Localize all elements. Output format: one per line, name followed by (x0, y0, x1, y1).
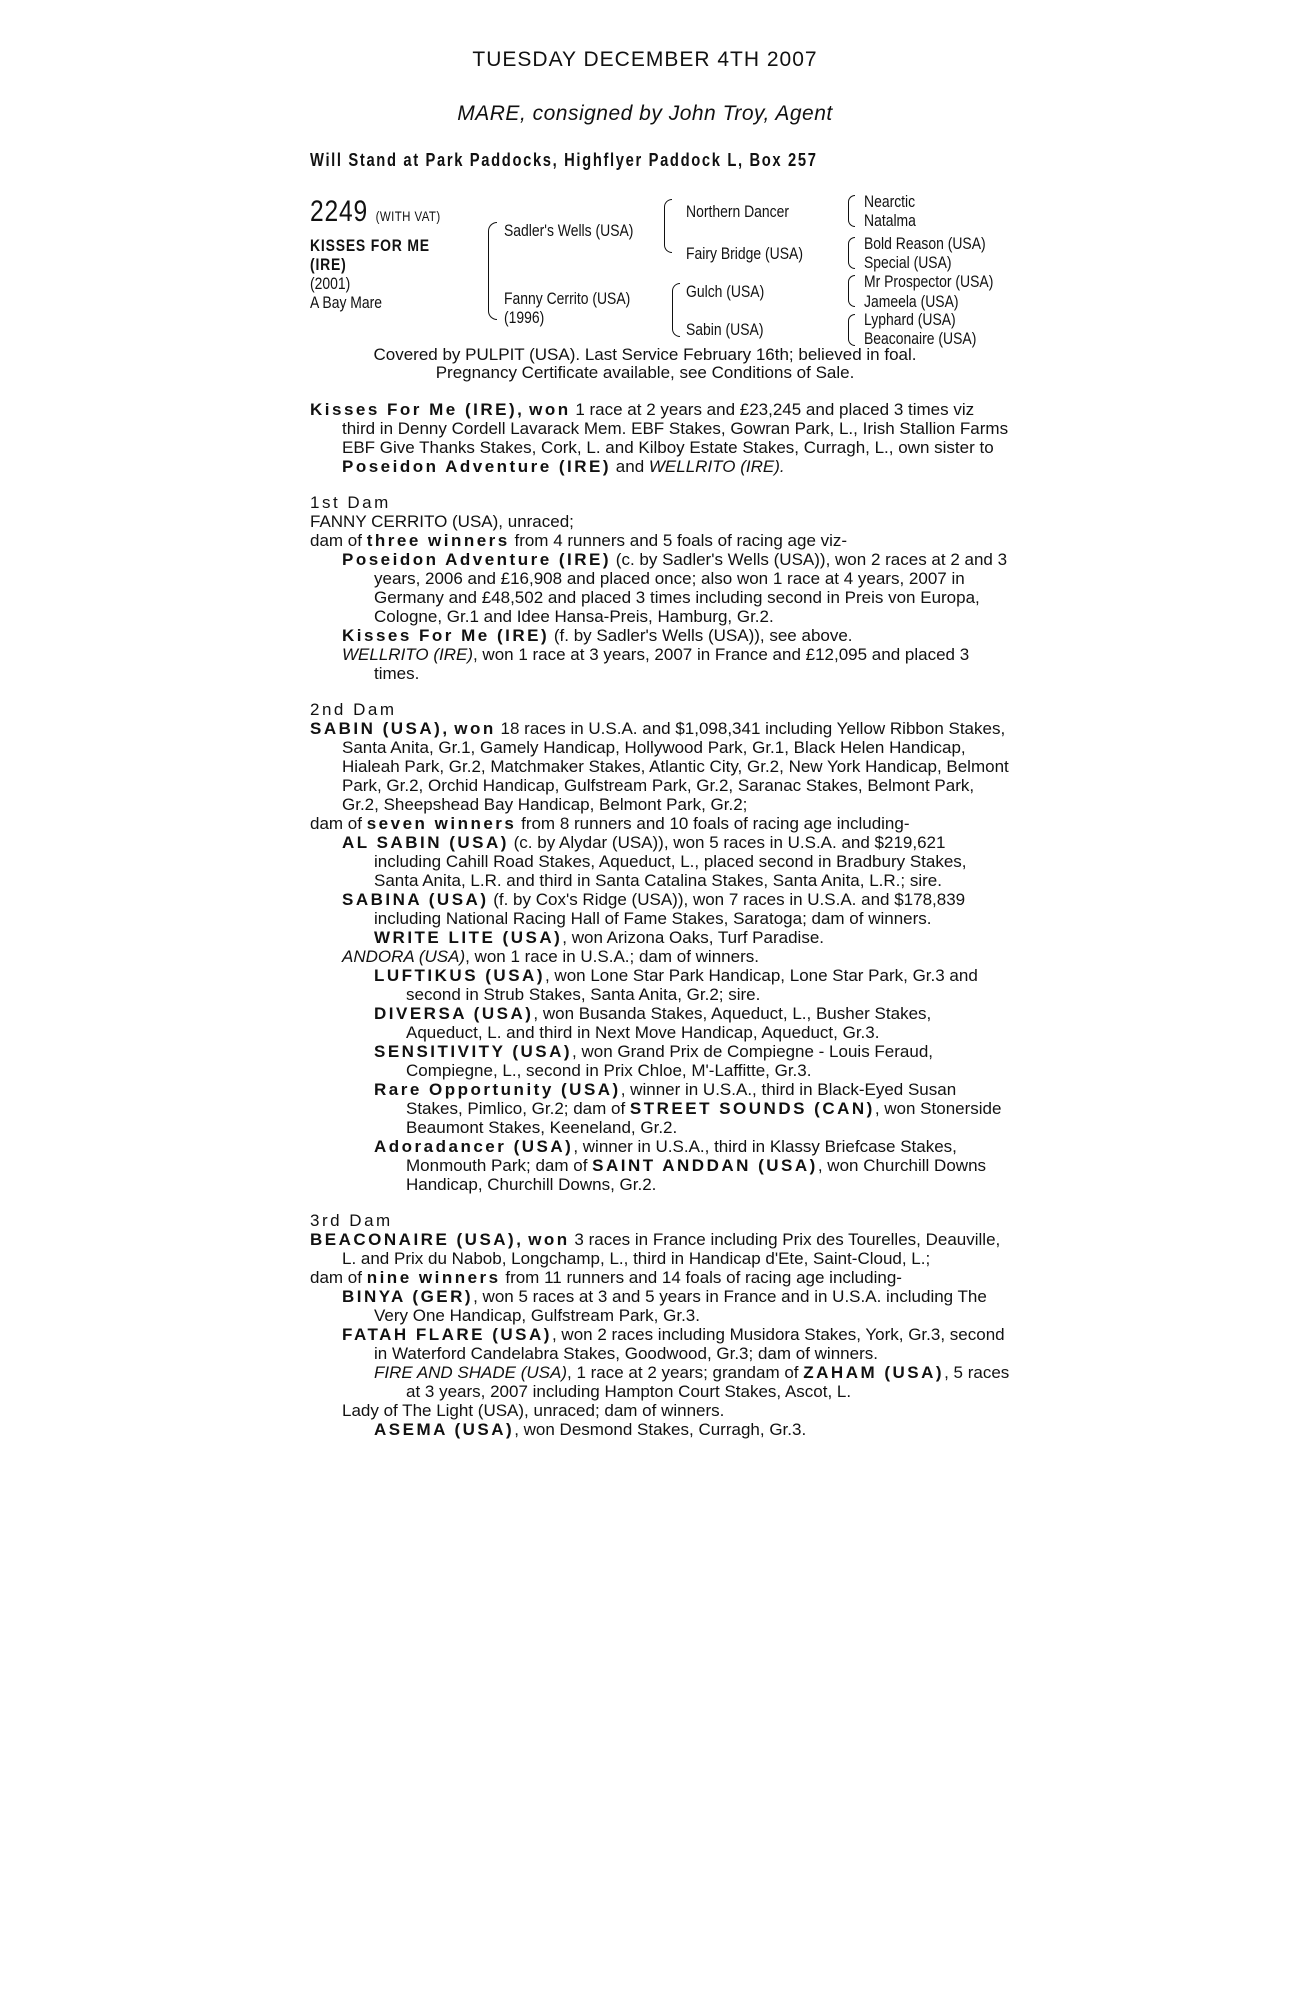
intro-paragraph (310, 400, 1010, 476)
third-dam-name: BEACONAIRE (USA), (310, 1230, 524, 1249)
second-dam-damof (310, 814, 1010, 833)
entry-name: SABINA (USA) (342, 890, 489, 909)
entry-text: , 1 race at 2 years; grandam of (567, 1363, 804, 1382)
entry-text: (f. by Sadler's Wells (USA)), see above. (549, 626, 853, 645)
entry-text: , won 5 races at 3 and 5 years in France and in U.S.A. including The Very One Handicap, Gulfstream Park, Gr.3. (374, 1287, 987, 1325)
second-dam-subentry (310, 966, 1010, 1004)
first-dam-heading: 1st Dam (310, 493, 391, 512)
entry-text: , winner in U.S.A., third in Black-Eyed Susan Stakes, Pimlico, Gr.2; dam of (406, 1080, 957, 1118)
horse-year: (2001) (310, 274, 351, 293)
pedigree-brace-main (488, 222, 497, 320)
pedigree-brace-ss (848, 195, 855, 227)
second-dam-subentry (310, 928, 1010, 947)
pedigree-dam-dam: Sabin (USA) (686, 320, 764, 339)
entry-text: (f. by Cox's Ridge (USA)), won 7 races in U.S.A. and $178,839 including National Racing Hall of Fame Stakes, Saratoga; dam of winners. (374, 890, 966, 928)
second-dam-text: 18 races in U.S.A. and $1,098,341 including Yellow Ribbon Stakes, Santa Anita, Gr.1, Gamely Handicap, Hollywood Park, Gr.1, Black Helen Handicap, Hialeah Park, Gr.2, Matchmaker Stakes, Atlantic City, Gr.2, New York Handicap, Belmont Park, Gr.2, Orchid Handicap, Gulfstream Park, Gr.2, Saranac Stakes, Belmont Park, Gr.2, Sheepshead Bay Handicap, Belmont Park, Gr.2; (342, 719, 1009, 814)
entry-name: AL SABIN (USA) (342, 833, 509, 852)
second-dam-name: SABIN (USA), (310, 719, 450, 738)
third-dam-entry: Lady of The Light (USA), unraced; dam of winners. (342, 1401, 725, 1420)
entry-text-2: , 5 races at 3 years, 2007 including Hampton Court Stakes, Ascot, L. (406, 1363, 1010, 1401)
entry-name: FATAH FLARE (USA) (342, 1325, 552, 1344)
pedigree-sss: Nearctic (864, 192, 916, 211)
first-dam-line1: FANNY CERRITO (USA), unraced; (310, 512, 574, 531)
first-dam-damof: dam of (310, 531, 367, 550)
second-dam-entry (310, 833, 1010, 890)
pedigree-dds: Lyphard (USA) (864, 310, 956, 329)
pregnancy-line: Pregnancy Certificate available, see Conditions of Sale. (435, 363, 855, 382)
pedigree-ssd: Natalma (864, 211, 916, 230)
pedigree-dam-year: (1996) (504, 308, 545, 327)
stand-location: Will Stand at Park Paddocks, Highflyer Paddock L, Box 257 (310, 150, 818, 170)
entry-text: , won Grand Prix de Compiegne - Louis Feraud, Compiegne, L., second in Prix Chloe, M'-Laffitte, Gr.3. (406, 1042, 934, 1080)
entry-name: DIVERSA (USA) (374, 1004, 534, 1023)
vat-note: (WITH VAT) (375, 208, 441, 224)
intro-and: and (611, 457, 649, 476)
intro-won: won (529, 400, 571, 419)
entry-text: , won 2 races including Musidora Stakes, York, Gr.3, second in Waterford Candelabra Stakes, Goodwood, Gr.3; dam of winners. (374, 1325, 1005, 1363)
pedigree-sds: Bold Reason (USA) (864, 234, 986, 253)
second-dam-subentry (310, 1080, 1010, 1137)
pedigree-sire-sire: Northern Dancer (686, 202, 790, 221)
third-dam-subentry (310, 1363, 1010, 1401)
entry-name-2: SAINT ANDDAN (USA) (592, 1156, 818, 1175)
second-dam-subentry (310, 1042, 1010, 1080)
entry-name: SENSITIVITY (USA) (374, 1042, 573, 1061)
entry-name: ASEMA (USA) (374, 1420, 515, 1439)
entry-name-2: ZAHAM (USA) (803, 1363, 945, 1382)
second-dam-heading: 2nd Dam (310, 700, 397, 719)
horse-name: KISSES FOR ME (310, 236, 430, 255)
second-dam-entry (310, 947, 1010, 966)
entry-name: BINYA (GER) (342, 1287, 474, 1306)
entry-name: ANDORA (USA) (342, 947, 466, 966)
entry-name: FIRE AND SHADE (USA) (374, 1363, 568, 1382)
pedigree-dam-sire: Gulch (USA) (686, 282, 765, 301)
lot-number-value: 2249 (310, 195, 369, 228)
entry-name: Poseidon Adventure (IRE) (342, 550, 612, 569)
second-dam-subentry (310, 1004, 1010, 1042)
entry-text: , won 1 race in U.S.A.; dam of winners. (465, 947, 759, 966)
intro-text: 1 race at 2 years and £23,245 and placed 3 times viz third in Denny Cordell Lavarack Mem. EBF Stakes, Gowran Park, L., Irish Stallion Farms EBF Give Thanks Stakes, Cork, L. and Kilboy Estate Stakes, Curragh, L., own sister to (342, 400, 1009, 457)
entry-name: Adoradancer (USA) (374, 1137, 574, 1156)
entry-name: WELLRITO (IRE) (342, 645, 473, 664)
entry-text: , won Desmond Stakes, Curragh, Gr.3. (514, 1420, 807, 1439)
sale-date: TUESDAY DECEMBER 4TH 2007 (472, 48, 818, 71)
third-dam-text: 3 races in France including Prix des Tourelles, Deauville, L. and Prix du Nabob, Longchamp, L., third in Handicap d'Ete, Saint-Cloud, L.; (342, 1230, 1001, 1268)
second-dam-won: won (454, 719, 496, 738)
pedigree-sire: Sadler's Wells (USA) (504, 221, 634, 240)
consignment-line: MARE, consigned by John Troy, Agent (457, 102, 833, 125)
pedigree-sdd: Special (USA) (864, 253, 952, 272)
third-dam-entry (310, 1325, 1010, 1363)
second-dam-entry (310, 890, 1010, 928)
damof-c: from 11 runners and 14 foals of racing age including- (500, 1268, 902, 1287)
third-dam-subentry (310, 1420, 1010, 1439)
third-dam-heading: 3rd Dam (310, 1211, 393, 1230)
entry-text-2: , won Churchill Downs Handicap, Churchill Downs, Gr.2. (406, 1156, 987, 1194)
pedigree-dss: Mr Prospector (USA) (864, 272, 994, 291)
entry-name: WRITE LITE (USA) (374, 928, 563, 947)
entry-text-2: , won Stonerside Beaumont Stakes, Keeneland, Gr.2. (406, 1099, 1002, 1137)
damof-c: from 8 runners and 10 foals of racing age including- (516, 814, 910, 833)
damof-b: nine winners (366, 1268, 501, 1287)
entry-text: (c. by Sadler's Wells (USA)), won 2 races at 2 and 3 years, 2006 and £16,908 and placed once; also won 1 race at 4 years, 2007 in Germany and £48,502 and placed 3 times including second in Preis von Europa, Cologne, Gr.1 and Idee Hansa-Preis, Hamburg, Gr.2. (374, 550, 1008, 626)
catalogue-body (310, 400, 1010, 1439)
first-dam-runners: from 4 runners and 5 foals of racing age viz- (509, 531, 848, 550)
pedigree-dam: Fanny Cerrito (USA) (504, 289, 631, 308)
entry-text: (c. by Alydar (USA)), won 5 races in U.S.A. and $219,621 including Cahill Road Stakes, Aqueduct, L., placed second in Bradbury Stakes, Santa Anita, L.R. and third in Santa Catalina Stakes, Santa Anita, L.R.; sire. (374, 833, 967, 890)
entry-text: , won Lone Star Park Handicap, Lone Star Park, Gr.3 and second in Strub Stakes, Santa Anita, Gr.2; sire. (406, 966, 978, 1004)
pedigree-sire-dam: Fairy Bridge (USA) (686, 244, 803, 263)
damof-a: dam of (310, 1268, 367, 1287)
first-dam-entry (310, 550, 1010, 626)
first-dam-entry (310, 645, 1010, 683)
entry-text: , winner in U.S.A., third in Klassy Briefcase Stakes, Monmouth Park; dam of (406, 1137, 957, 1175)
pedigree-brace-dam (672, 283, 680, 337)
entry-text: , won Busanda Stakes, Aqueduct, L., Busher Stakes, Aqueduct, L. and third in Next Move Handicap, Aqueduct, Gr.3. (406, 1004, 932, 1042)
third-dam-won: won (528, 1230, 570, 1249)
intro-horse-name: Kisses For Me (IRE), (310, 400, 525, 419)
horse-description: A Bay Mare (310, 293, 383, 312)
entry-name: Kisses For Me (IRE) (342, 626, 550, 645)
first-dam-entry (310, 626, 1010, 645)
second-dam-subentry (310, 1137, 1010, 1194)
pedigree-brace-sire (664, 199, 672, 253)
first-dam-winners: three winners (366, 531, 510, 550)
third-dam-paragraph (310, 1230, 1010, 1268)
horse-details (310, 236, 460, 312)
second-dam-paragraph (310, 719, 1010, 814)
pedigree-brace-ds (848, 275, 855, 307)
covered-line: Covered by PULPIT (USA). Last Service February 16th; believed in foal. (373, 345, 917, 364)
entry-text: , won Arizona Oaks, Turf Paradise. (562, 928, 824, 947)
damof-a: dam of (310, 814, 367, 833)
intro-sister2: WELLRITO (IRE). (648, 457, 785, 476)
entry-name: Rare Opportunity (USA) (374, 1080, 621, 1099)
pedigree-ddd: Beaconaire (USA) (864, 329, 977, 348)
damof-b: seven winners (366, 814, 517, 833)
horse-country: (IRE) (310, 255, 347, 274)
third-dam-damof (310, 1268, 1010, 1287)
entry-name: LUFTIKUS (USA) (374, 966, 545, 985)
entry-name-2: STREET SOUNDS (CAN) (629, 1099, 875, 1118)
pedigree-dsd: Jameela (USA) (864, 292, 959, 311)
pedigree-brace-dd (848, 314, 855, 346)
entry-text: , won 1 race at 3 years, 2007 in France and £12,095 and placed 3 times. (374, 645, 970, 683)
third-dam-entry (310, 1287, 1010, 1325)
intro-sister1: Poseidon Adventure (IRE) (342, 457, 612, 476)
first-dam-line2 (310, 531, 1010, 550)
lot-number (310, 195, 441, 229)
pedigree-brace-sd (848, 237, 855, 269)
